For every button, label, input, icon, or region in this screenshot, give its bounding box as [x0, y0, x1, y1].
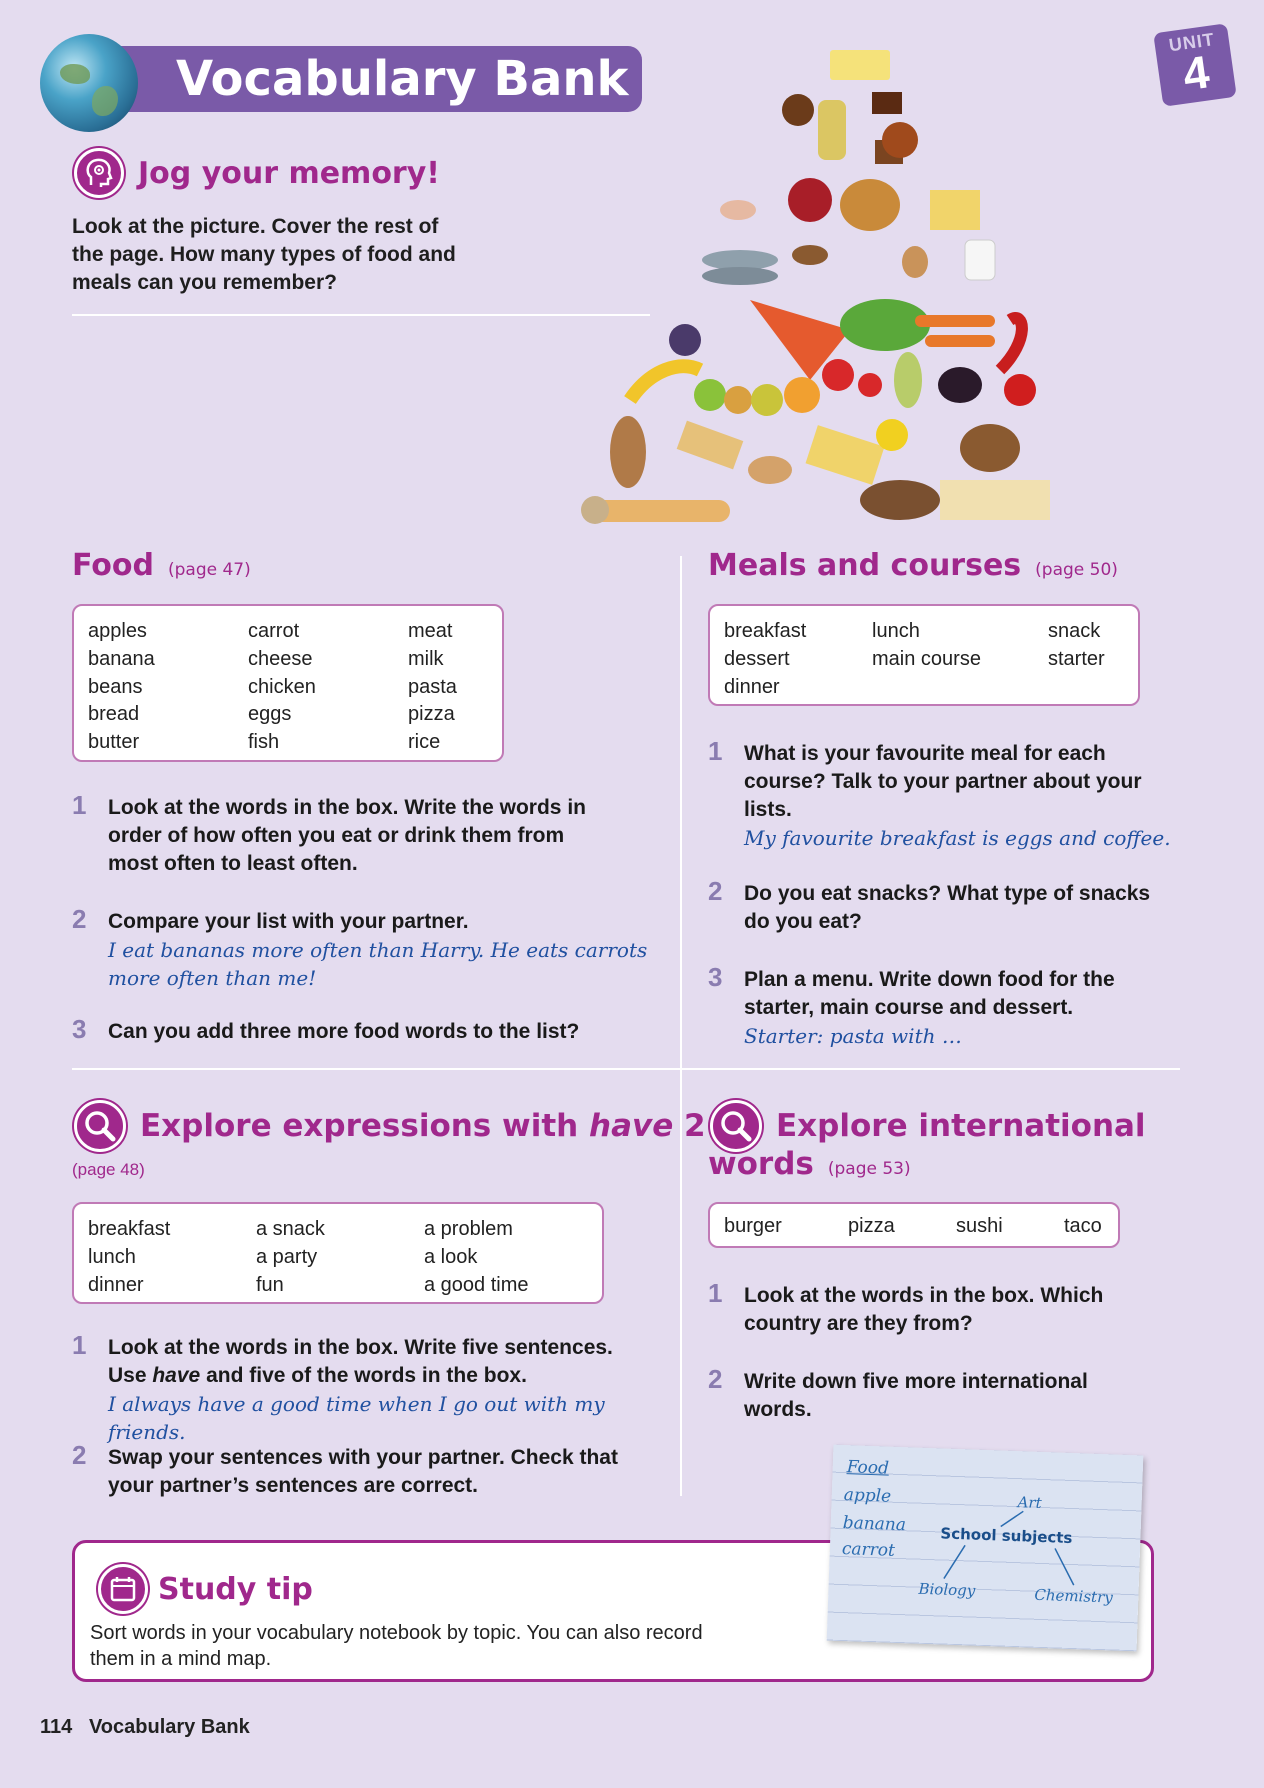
footer	[40, 1716, 250, 1739]
notebook-heading: Food	[846, 1457, 890, 1479]
task-number: 1	[708, 1278, 723, 1308]
word: starter	[1048, 648, 1105, 670]
word: cheese	[248, 648, 313, 670]
study-tip-title: Study tip	[158, 1572, 313, 1607]
globe-icon	[40, 34, 138, 132]
mind-map-branch: Chemistry	[1034, 1585, 1114, 1607]
word: breakfast	[724, 620, 807, 642]
mind-map-branch: Art	[1017, 1493, 1042, 1512]
word: snack	[1048, 620, 1101, 642]
word: dessert	[724, 648, 790, 670]
word: lunch	[872, 620, 920, 642]
word: a party	[256, 1246, 318, 1268]
mind-map-branch: Biology	[918, 1579, 976, 1600]
meals-title: Meals and courses (page 50)	[708, 548, 1118, 583]
magnifier-icon	[710, 1100, 762, 1152]
calendar-icon	[98, 1564, 148, 1614]
word: rice	[408, 731, 441, 753]
word: dinner	[88, 1274, 144, 1296]
unit-number: 4	[1179, 45, 1213, 101]
food-task-2: Compare your list with your partner. I eat bananas more often than Harry. He eats carrots more often than me!	[108, 908, 668, 992]
task-number: 1	[72, 1330, 87, 1360]
notebook-item: carrot	[841, 1539, 896, 1561]
example-sentence: more often than me!	[108, 966, 317, 990]
divider-vertical	[680, 556, 682, 1496]
brain-icon	[74, 148, 124, 198]
notebook-item: apple	[843, 1485, 892, 1507]
word: a good time	[424, 1274, 529, 1296]
food-page-ref: (page 47)	[167, 560, 251, 580]
study-tip-text: Sort words in your vocabulary notebook by topic. You can also record them in a mind map.	[90, 1622, 703, 1670]
task-number: 2	[72, 904, 87, 934]
word: butter	[88, 731, 140, 753]
meals-word-box	[708, 604, 1140, 706]
meals-page-ref: (page 50)	[1035, 560, 1118, 580]
task-number: 2	[708, 876, 723, 906]
word: fish	[248, 731, 280, 753]
intl-title-line1: Explore international	[776, 1108, 1146, 1144]
example-sentence: I eat bananas more often than Harry. He eats carrots	[108, 938, 648, 962]
word: lunch	[88, 1246, 136, 1268]
food-title: Food (page 47)	[72, 548, 251, 583]
have-task-2: Swap your sentences with your partner. Check that your partner’s sentences are correct.	[108, 1446, 618, 1497]
word: a look	[424, 1246, 478, 1268]
word: bread	[88, 703, 140, 725]
word: dinner	[724, 676, 780, 698]
word: pizza	[408, 703, 455, 725]
task-number: 1	[708, 736, 723, 766]
word: a snack	[256, 1218, 325, 1240]
food-task-3: Can you add three more food words to the list?	[108, 1020, 580, 1043]
word: banana	[88, 648, 155, 670]
intl-task-2: Write down five more international words.	[744, 1370, 1088, 1421]
word: eggs	[248, 703, 292, 725]
mind-map-center: School subjects	[940, 1524, 1073, 1548]
word: carrot	[248, 620, 300, 642]
word: apples	[88, 620, 147, 642]
example-sentence: I always have a good time when I go out with my friends.	[108, 1392, 605, 1444]
have-task-1: Look at the words in the box. Write five sentences. Use have and five of the words in the box. I always have a good time when I go out with my friends.	[108, 1334, 678, 1446]
divider-middle	[72, 1068, 1180, 1070]
jog-text: Look at the picture. Cover the rest of the page. How many types of food and meals can you remember?	[72, 215, 456, 294]
jog-title: Jog your memory!	[138, 156, 440, 191]
intl-word-box	[708, 1202, 1120, 1248]
task-number: 3	[708, 962, 723, 992]
food-pyramid-illustration	[570, 40, 1100, 540]
meals-task-3: Plan a menu. Write down food for the starter, main course and dessert. Starter: pasta with …	[744, 966, 1184, 1050]
task-number: 2	[708, 1364, 723, 1394]
word: sushi	[956, 1215, 1003, 1237]
intl-page-ref: (page 53)	[827, 1159, 911, 1179]
word: taco	[1064, 1215, 1102, 1237]
notebook-mind-map-image	[827, 1445, 1144, 1652]
word: breakfast	[88, 1218, 171, 1240]
word: fun	[256, 1274, 284, 1296]
example-sentence: My favourite breakfast is eggs and coffee.	[744, 826, 1171, 850]
food-word-box	[72, 604, 504, 762]
task-number: 1	[72, 790, 87, 820]
page-number: 114	[40, 1716, 73, 1738]
have-page-ref: (page 48)	[72, 1160, 145, 1179]
word: pasta	[408, 676, 457, 698]
word: meat	[408, 620, 453, 642]
have-title: Explore expressions with have 2	[140, 1108, 706, 1144]
meals-task-2: Do you eat snacks? What type of snacks do you eat?	[744, 882, 1151, 933]
word: burger	[724, 1215, 782, 1237]
unit-badge	[1153, 23, 1237, 107]
word: chicken	[248, 676, 316, 698]
meals-task-1: What is your favourite meal for each course? Talk to your partner about your lists. My favourite breakfast is eggs and coffee.	[744, 740, 1184, 852]
intl-title-line2: words (page 53)	[708, 1146, 911, 1182]
word: beans	[88, 676, 143, 698]
magnifier-icon	[74, 1100, 126, 1152]
word: pizza	[848, 1215, 895, 1237]
word: main course	[872, 648, 981, 670]
have-word-box	[72, 1202, 604, 1304]
food-task-1: Look at the words in the box. Write the words in order of how often you eat or drink them from most often to least often.	[108, 796, 586, 875]
task-number: 2	[72, 1440, 87, 1470]
notebook-item: banana	[842, 1513, 907, 1536]
word: a problem	[424, 1218, 513, 1240]
footer-label: Vocabulary Bank	[88, 1716, 250, 1738]
page-title: Vocabulary Bank	[176, 51, 629, 107]
unit-label: UNIT	[1167, 29, 1216, 56]
word: milk	[408, 648, 444, 670]
task-number: 3	[72, 1014, 87, 1044]
example-sentence: Starter: pasta with …	[744, 1024, 962, 1048]
intl-task-1: Look at the words in the box. Which country are they from?	[744, 1284, 1104, 1335]
divider-top	[72, 314, 650, 316]
